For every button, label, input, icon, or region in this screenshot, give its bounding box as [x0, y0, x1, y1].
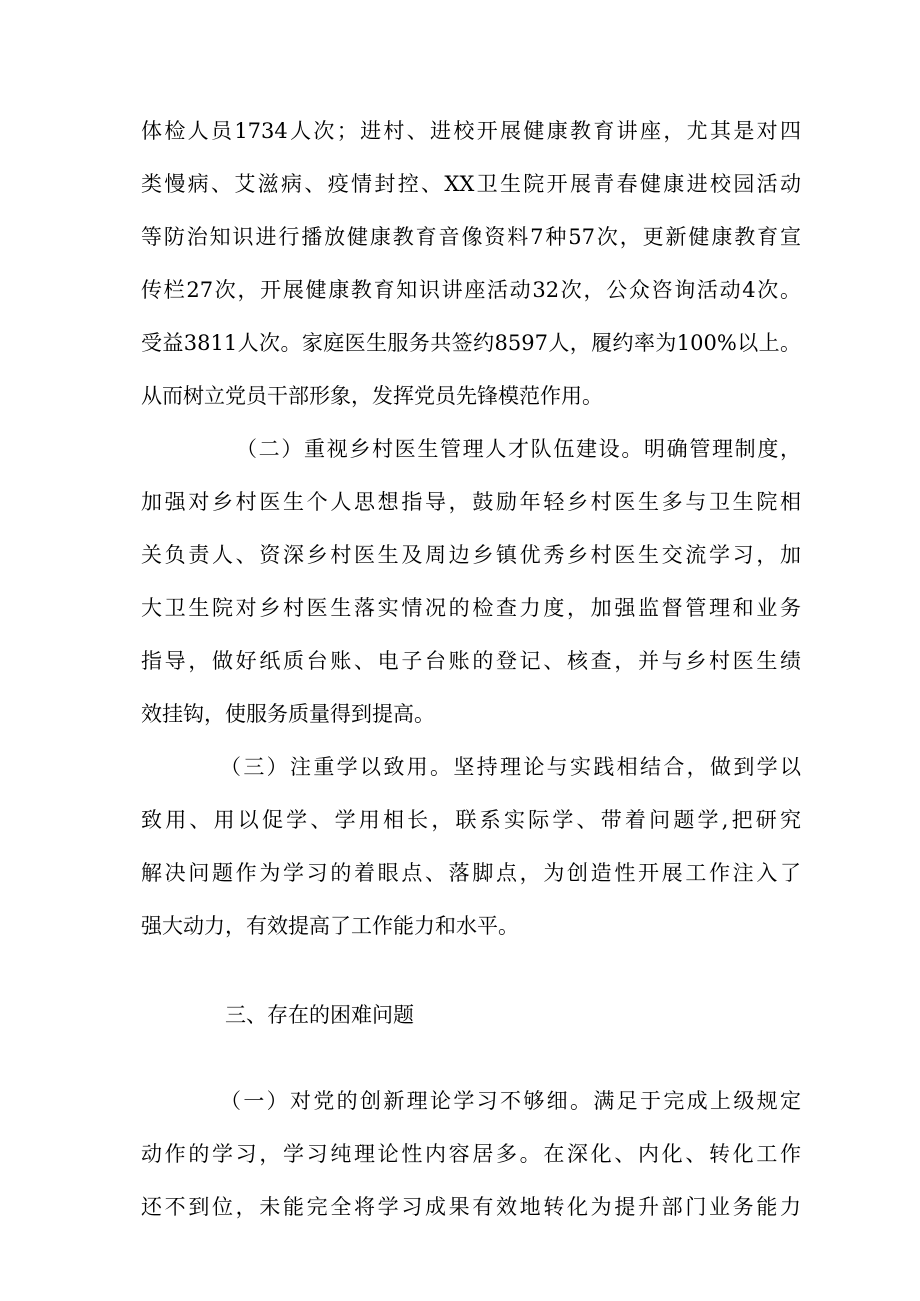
paragraph-2-line-6: 效挂钩，使服务质量得到提高。	[141, 702, 435, 726]
section-heading: 三、存在的困难问题	[225, 1003, 414, 1027]
paragraph-1-line-4: 传栏27次，开展健康教育知识讲座活动32次，公众咨询活动4次。	[141, 278, 801, 302]
paragraph-1-line-3: 等防治知识进行播放健康教育音像资料7种57次，更新健康教育宣	[141, 225, 801, 249]
paragraph-3-line-1: （三）注重学以致用。坚持理论与实践相结合，做到学以	[220, 755, 801, 779]
paragraph-2-line-2: 加强对乡村医生个人思想指导，鼓励年轻乡村医生多与卫生院相	[141, 490, 801, 514]
paragraph-2-line-5: 指导，做好纸质台账、电子台账的登记、核查，并与乡村医生绩	[141, 649, 801, 673]
paragraph-2-line-3: 关负责人、资深乡村医生及周边乡镇优秀乡村医生交流学习，加	[141, 543, 801, 567]
paragraph-3-line-4: 强大动力，有效提高了工作能力和水平。	[141, 914, 519, 938]
paragraph-1-line-1: 体检人员1734人次；进村、进校开展健康教育讲座，尤其是对四	[141, 119, 801, 143]
paragraph-3-line-3: 解决问题作为学习的着眼点、落脚点，为创造性开展工作注入了	[141, 861, 801, 885]
paragraph-1-line-6: 从而树立党员干部形象，发挥党员先锋模范作用。	[141, 384, 603, 408]
paragraph-1-line-2: 类慢病、艾滋病、疫情封控、XX卫生院开展青春健康进校园活动	[141, 172, 801, 196]
paragraph-4-line-1: （一）对党的创新理论学习不够细。满足于完成上级规定	[220, 1089, 801, 1113]
paragraph-2-line-1: （二）重视乡村医生管理人才队伍建设。明确管理制度，	[236, 437, 801, 461]
paragraph-4-line-3: 还不到位，未能完全将学习成果有效地转化为提升部门业务能力	[141, 1195, 801, 1219]
paragraph-4-line-2: 动作的学习，学习纯理论性内容居多。在深化、内化、转化工作	[141, 1142, 801, 1166]
paragraph-3-line-2: 致用、用以促学、学用相长，联系实际学、带着问题学,把研究	[141, 808, 801, 832]
paragraph-2-line-4: 大卫生院对乡村医生落实情况的检查力度，加强监督管理和业务	[141, 596, 801, 620]
paragraph-1-line-5: 受益3811人次。家庭医生服务共签约8597人，履约率为100%以上。	[141, 331, 801, 355]
